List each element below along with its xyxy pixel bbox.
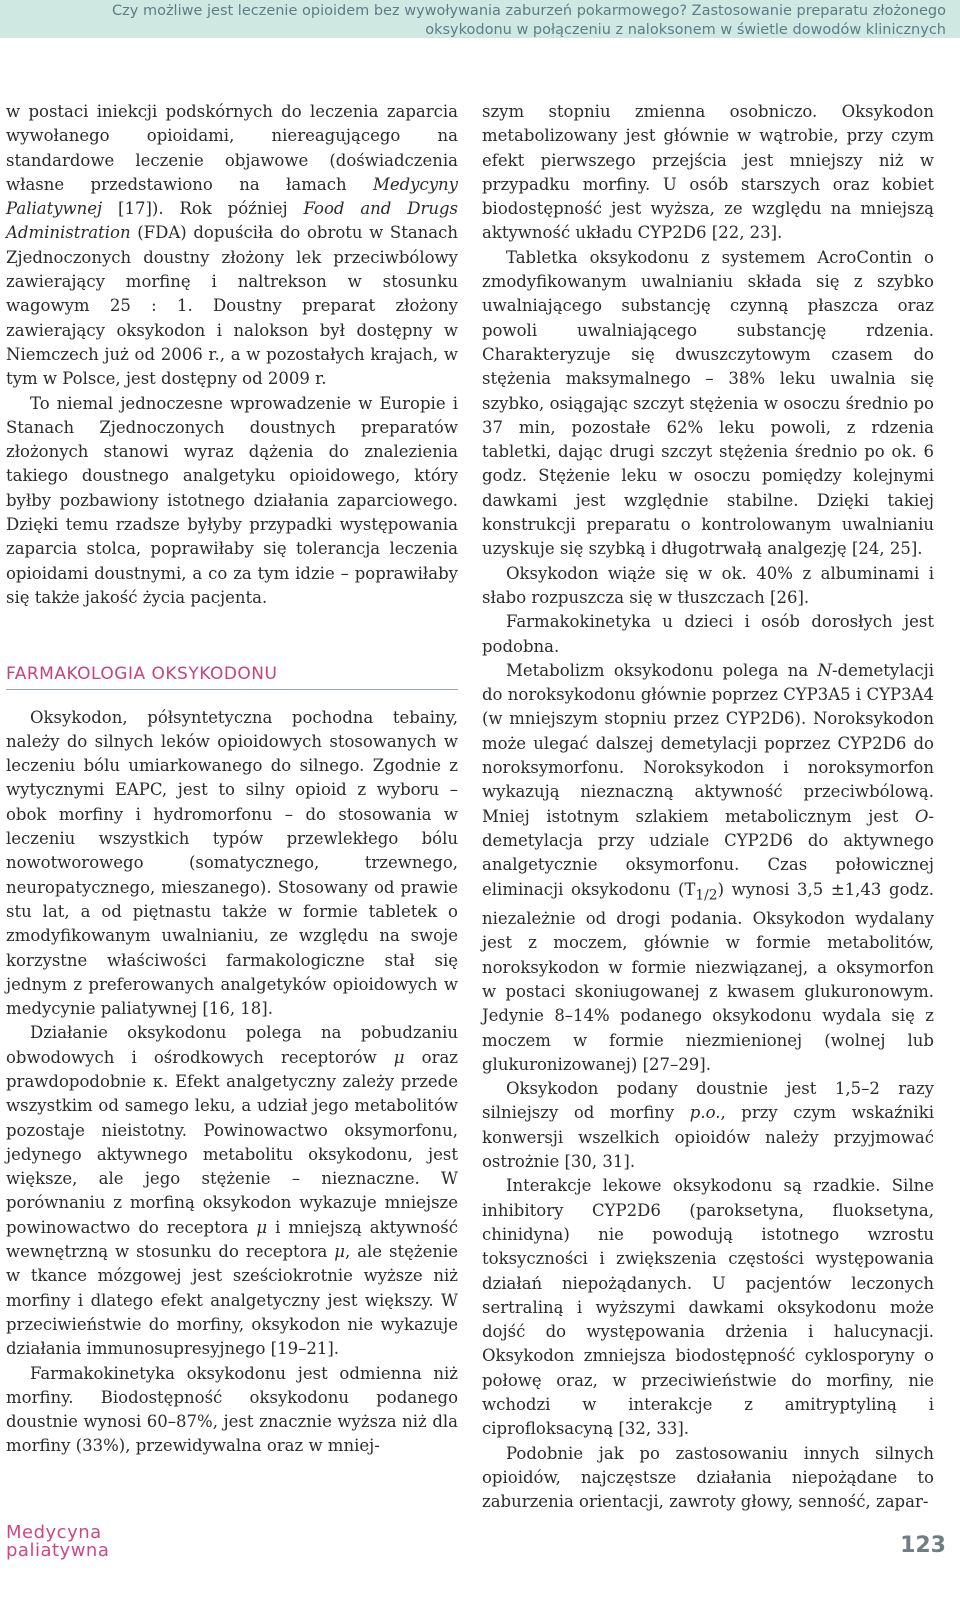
italic-letter: O: [914, 806, 929, 826]
paragraph: Farmakokinetyka oksykodonu jest odmienna niż morfiny. Biodostępność oksykodonu podanego doustnie wynosi 60–87%, jest znacznie wyższa niż dla morfiny (33%), przewidywalna oraz w mniej-: [6, 1363, 458, 1456]
paragraph: [482, 1077, 934, 1174]
paragraph: Oksykodon, półsyntetyczna pochodna tebainy, należy do silnych leków opioidowych stosowanych w leczeniu bólu umiarkowanego do silnego. Zgodnie z wytycznymi EAPC, jest to silny opioid z wyboru – obok morfiny i hydromorfonu – do stosowania w leczeniu wszystkich typów przewlekłego bólu nowotworowego (somatycznego, trzewnego, neuropatycznego, mieszanego). Stosowany od prawie stu lat, a od piętnastu także w formie tabletek o zmodyfikowanym uwalnianiu, ze względu na swoje korzystne właściwości farmakologiczne stał się jednym z preferowanych analgetyków opioidowych w medycynie paliatywnej [16, 18].: [6, 707, 458, 1019]
text-run: (FDA) dopuściła do obrotu w Stanach Zjednoczonych doustny złożony lek przeciwbólowy zawierający morfinę i naltrekson w stosunku wagowym 25 : 1. Doustny preparat złożony zawierający oksykodon i nalokson był dostępny w Niemczech już od 2006 r., a w pozostałych krajach, w tym w Polsce, jest dostępny od 2009 r.: [6, 223, 458, 389]
journal-logo: [6, 1524, 109, 1560]
paragraph: [482, 659, 934, 1077]
paragraph: Oksykodon wiąże się w ok. 40% z albuminami i słabo rozpuszcza się w tłuszczach [26].: [482, 563, 934, 607]
text-run: . Efekt analgetyczny zależy przede wszystkim od samego leku, a udział jego metabolitów pozostaje nieistotny. Powinowactwo oksymorfonu, jedynego aktywnego metabolitu oksykodonu, jest większe, ale jego stężenie – nieznaczne. W porównaniu z morfiną oksykodon wykazuje mniejsze powinowactwo do receptora: [6, 1071, 458, 1237]
journal-title: Medycyny Paliatywnej: [6, 174, 458, 219]
paragraph: Tabletka oksykodonu z systemem AcroContin o zmodyfikowanym uwalnianiu składa się z szybko uwalniającego substancję czynną płaszcza oraz powoli uwalniającego substancję rdzenia. Charakteryzuje się dwuszczytowym czasem do stężenia maksymalnego – 38% leku uwalnia się szybko, osiągając szczyt stężenia w osoczu średnio po 37 min, pozostałe 62% leku powoli, z rdzenia tabletki, dając drugi szczyt stężenia średnio po ok. 6 godz. Stężenie leku w osoczu pomiędzy kolejnymi dawkami jest względnie stabilne. Dzięki takiej konstrukcji preparatu o kontrolowanym uwalnianiu uzyskuje się szybką i długotrwałą analgezję [24, 25].: [482, 247, 934, 559]
text-run: -demetylacji do noroksykodonu głównie poprzez CYP3A5 i CYP3A4 (w mniejszym stopniu przez CYP2D6). Noroksykodon może ulegać dalszej demetylacji poprzez CYP2D6 do noroksymorfonu. Noroksykodon i noroksymorfon wykazują nieznaczną aktywność przeciwbólową. Mniej istotnym szlakiem metabolicznym jest: [482, 660, 934, 826]
text-run: , ale stężenie w tkance mózgowej jest sześciokrotnie wyższe niż morfiny i dlatego efekt analgetyczny jest większy. W przeciwieństwie do morfiny, oksykodon nie wykazuje działania immunosupresyjnego [19–21].: [6, 1242, 459, 1359]
paragraph: [6, 1021, 458, 1361]
header-line-1: Czy możliwe jest leczenie opioidem bez wywoływania zaburzeń pokarmowego? Zastosowanie preparatu złożonego: [112, 3, 946, 19]
greek-symbol: κ: [152, 1071, 164, 1091]
page-number: 123: [900, 1533, 946, 1558]
paragraph: szym stopniu zmienna osobniczo. Oksykodon metabolizowany jest głównie w wątrobie, przy czym efekt pierwszego przejścia jest mniejszy niż w przypadku morfiny. U osób starszych oraz kobiet biodostępność jest wyższa, ze względu na mniejszą aktywność układu CYP2D6 [22, 23].: [482, 102, 934, 243]
text-run: i mniejszą aktywność wewnętrzną w stosunku do receptora: [6, 1217, 458, 1262]
header-line-2: oksykodonu w połączeniu z naloksonem w świetle dowodów klinicznych: [425, 22, 946, 38]
text-run: Metabolizm oksykodonu polega na: [506, 660, 818, 680]
paragraph: Podobnie jak po zastosowaniu innych silnych opioidów, najczęstsze działania niepożądane to zaburzenia orientacji, zawroty głowy, senność, zapar-: [482, 1443, 934, 1512]
greek-symbol: μ: [393, 1047, 405, 1067]
paragraph: [6, 100, 458, 392]
journal-logo-line-1: Medycyna: [6, 1522, 102, 1543]
right-column: [482, 100, 934, 1515]
text-run: oraz prawdopodobnie: [6, 1047, 458, 1091]
running-header-text: [26, 2, 946, 40]
section-heading: FARMAKOLOGIA OKSYKODONU: [6, 662, 458, 689]
running-header: [0, 0, 960, 38]
paragraph: To niemal jednoczesne wprowadzenie w Europie i Stanach Zjednoczonych doustnych preparatów złożonych stanowi wyraz dążenia do znalezienia takiego doustnego analgetyku opioidowego, który byłby pozbawiony istotnego działania zaparciowego. Dzięki temu rzadsze byłyby przypadki występowania zaparcia stolca, poprawiłaby się tolerancja leczenia opioidami doustnymi, a co za tym idzie – poprawiłaby się także jakość życia pacjenta.: [6, 393, 458, 607]
text-run: -demetylacja przy udziale CYP2D6 do aktywnego analgetycznie oksymorfonu. Czas połowicznej eliminacji oksykodonu (T: [482, 806, 934, 899]
journal-logo-line-2: paliatywna: [6, 1540, 110, 1561]
subscript: 1/2: [695, 886, 718, 903]
italic-letter: N: [817, 660, 832, 680]
text-run: ) wynosi 3,5 ±1,43 godz. niezależnie od drogi podania. Oksykodon wydalany jest z moczem, głównie w formie metabolitów, noroksykodon w formie niezwiązanej, a oksymorfon w postaci skoniugowanej z kwasem glukuronowym. Jedynie 8–14% podanego oksykodonu wydala się z moczem w formie niezmienionej (wolnej lub glukuronizowanej) [27–29].: [482, 879, 934, 1074]
paragraph: Farmakokinetyka u dzieci i osób dorosłych jest podobna.: [482, 612, 934, 656]
left-column: [6, 100, 458, 1459]
agency-name: Food and Drugs Administration: [6, 199, 458, 243]
text-run: , przy czym wskaźniki konwersji wszelkich opioidów należy przyjmować ostrożnie [30, 31].: [482, 1103, 934, 1172]
italic-abbrev: p.o.: [689, 1103, 721, 1123]
text-run: w postaci iniekcji podskórnych do leczenia zaparcia wywołanego opioidami, niereagującego na standardowe leczenie objawowe (doświadczenia własne przedstawiono na łamach: [6, 102, 458, 194]
text-run: Oksykodon podany doustnie jest 1,5–2 razy silniejszy od morfiny: [482, 1079, 934, 1123]
greek-symbol: μ: [256, 1217, 268, 1237]
paragraph: Interakcje lekowe oksykodonu są rzadkie. Silne inhibitory CYP2D6 (paroksetyna, fluoksetyna, chinidyna) nie powodują istotnego wzrostu toksyczności i zwiększenia częstości występowania działań niepożądanych. U pacjentów leczonych sertraliną i wyższymi dawkami oksykodonu może dojść do występowania drżenia i halucynacji. Oksykodon zmniejsza biodostępność cyklosporyny o połowę oraz, w przeciwieństwie do morfiny, nie wchodzi w interakcje z amitryptyliną i ciprofloksacyną [32, 33].: [482, 1176, 934, 1439]
text-run: Działanie oksykodonu polega na pobudzaniu obwodowych i ośrodkowych receptorów: [6, 1023, 458, 1067]
greek-symbol: μ: [334, 1242, 346, 1262]
text-run: [17]). Rok później: [102, 199, 304, 219]
